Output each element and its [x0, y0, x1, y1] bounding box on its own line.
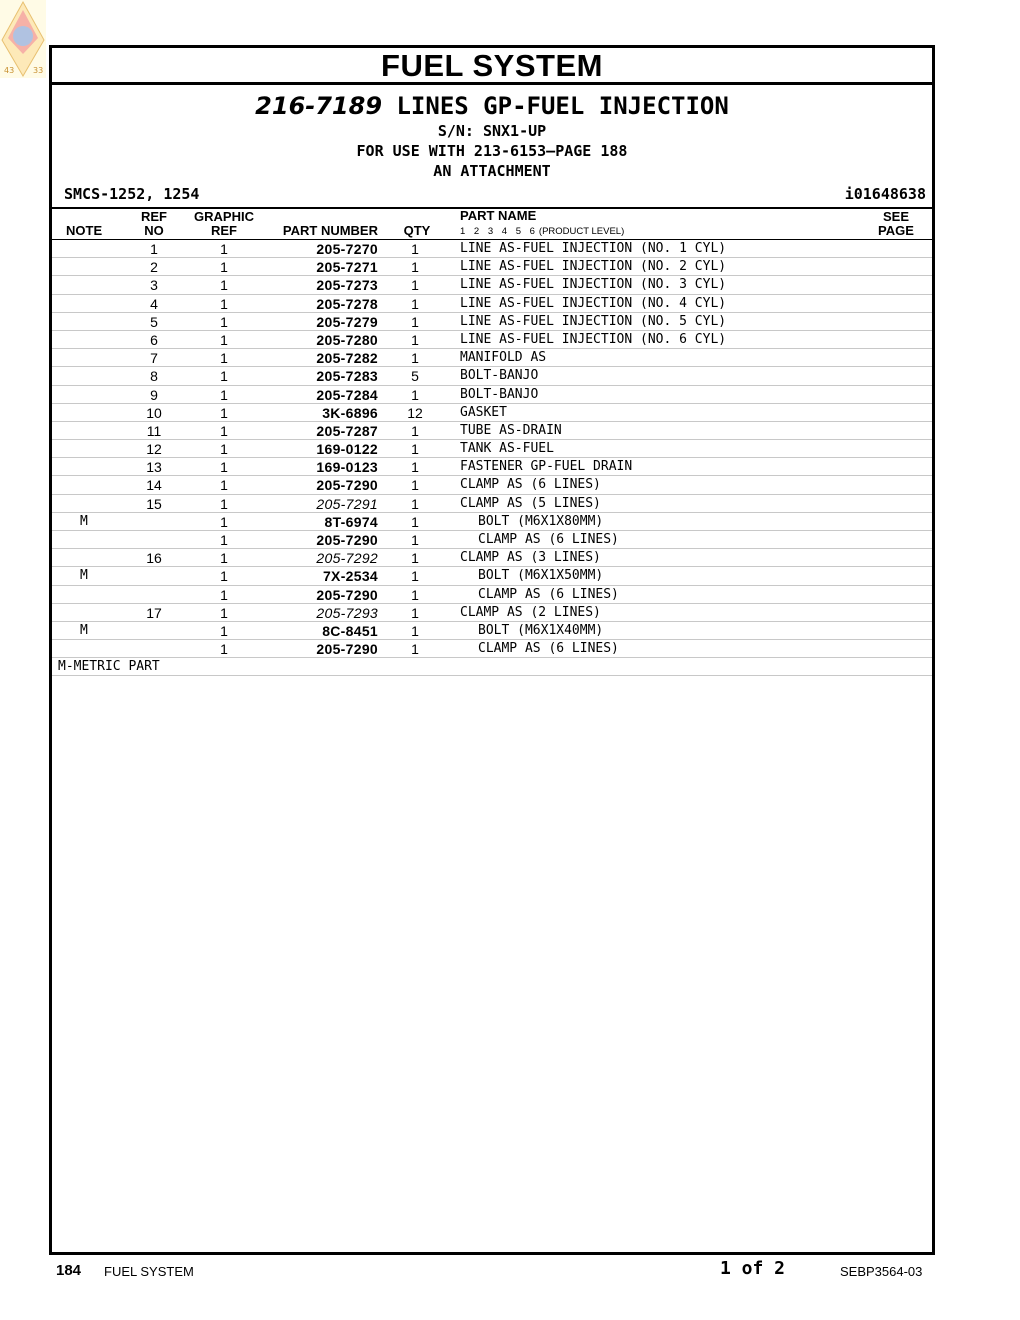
group-part-number: 216-7189 [255, 92, 383, 120]
row-part-name: CLAMP AS (3 LINES) [460, 550, 601, 566]
publisher-logo [0, 0, 46, 78]
row-part-name: BOLT (M6X1X80MM) [478, 513, 604, 529]
row-part-number: 205-7282 [316, 350, 378, 367]
row-part-name: TUBE AS-DRAIN [460, 422, 562, 438]
table-row [52, 495, 932, 513]
row-part-name: CLAMP AS (6 LINES) [478, 586, 619, 602]
table-row [52, 567, 932, 585]
row-graphic-ref: 1 [220, 495, 228, 512]
table-row [52, 586, 932, 604]
row-part-name: BOLT (M6X1X40MM) [478, 622, 604, 638]
row-qty: 1 [411, 550, 419, 567]
row-part-number: 205-7283 [316, 368, 378, 385]
group-title [52, 91, 932, 121]
row-graphic-ref: 1 [220, 586, 228, 603]
section-title: FUEL SYSTEM [52, 48, 932, 85]
col-ref-no-line1: REF [141, 209, 167, 224]
row-qty: 1 [411, 641, 419, 658]
row-part-name: LINE AS-FUEL INJECTION (NO. 4 CYL) [460, 295, 727, 311]
row-part-number: 169-0122 [316, 441, 378, 458]
attachment-note: AN ATTACHMENT [433, 162, 551, 180]
footer-page-number: 184 [56, 1262, 82, 1279]
table-row [52, 295, 932, 313]
row-qty: 1 [411, 295, 419, 312]
table-row [52, 531, 932, 549]
row-part-number: 169-0123 [316, 459, 378, 476]
smcs-codes: SMCS-1252, 1254 [64, 185, 200, 203]
row-part-name: CLAMP AS (6 LINES) [478, 532, 619, 547]
row-ref-no: 17 [146, 604, 162, 621]
row-ref-no: 4 [150, 295, 158, 312]
row-part-name: LINE AS-FUEL INJECTION (NO. 3 CYL) [460, 277, 727, 293]
row-part-name: GASKET [460, 404, 507, 420]
table-row [52, 258, 932, 276]
table-row [52, 476, 932, 494]
table-row [52, 404, 932, 422]
row-note: M [80, 622, 88, 638]
row-graphic-ref: 1 [220, 368, 228, 385]
table-row [52, 367, 932, 385]
row-qty: 1 [411, 604, 419, 621]
row-qty: 1 [411, 259, 419, 276]
parts-table-body [52, 240, 932, 658]
product-level-label: (PRODUCT LEVEL) [538, 226, 625, 237]
row-part-number: 205-7284 [316, 386, 378, 403]
row-part-name: BOLT (M6X1X50MM) [478, 568, 604, 584]
logo-number-right: 33 [33, 66, 44, 75]
row-part-name: MANIFOLD AS [460, 350, 547, 366]
row-qty: 1 [411, 422, 419, 439]
row-graphic-ref: 1 [220, 295, 228, 312]
row-graphic-ref: 1 [220, 532, 228, 548]
row-part-number: 205-7271 [316, 259, 378, 276]
table-row [52, 513, 932, 531]
row-ref-no: 1 [150, 241, 158, 257]
row-part-name: BOLT-BANJO [460, 386, 539, 402]
col-note: NOTE [66, 223, 103, 238]
row-graphic-ref: 1 [220, 477, 228, 494]
row-part-number: 205-7290 [316, 641, 378, 658]
row-qty: 1 [411, 532, 419, 548]
col-graphic-ref-line2: REF [211, 223, 237, 238]
table-row [52, 276, 932, 294]
row-part-number: 205-7287 [316, 422, 378, 439]
col-see-page-line1: SEE [882, 209, 909, 224]
row-part-number: 8C-8451 [322, 622, 378, 639]
row-graphic-ref: 1 [220, 277, 228, 294]
product-level-numbers: 1 2 3 4 5 6 [460, 226, 535, 237]
col-qty: QTY [403, 223, 431, 238]
row-part-number: 205-7291 [316, 495, 378, 512]
group-name: LINES GP-FUEL INJECTION [396, 92, 729, 120]
parts-page-frame [49, 45, 935, 1255]
row-graphic-ref: 1 [220, 641, 228, 658]
serial-number: S/N: SNX1-UP [437, 122, 547, 140]
table-row [52, 422, 932, 440]
col-see-page-line2: PAGE [878, 223, 914, 238]
row-graphic-ref: 1 [220, 550, 228, 567]
row-part-number: 3K-6896 [322, 404, 378, 421]
table-row [52, 622, 932, 640]
group-header [52, 85, 932, 181]
row-ref-no: 3 [150, 277, 158, 294]
row-ref-no: 5 [150, 313, 158, 330]
row-graphic-ref: 1 [220, 331, 228, 348]
row-ref-no: 6 [150, 331, 158, 348]
table-row [52, 240, 932, 258]
row-qty: 1 [411, 350, 419, 367]
row-qty: 1 [411, 495, 419, 512]
col-part-name: PART NAME [460, 208, 537, 223]
note-legend: M-METRIC PART [58, 659, 160, 675]
col-graphic-ref-line1: GRAPHIC [194, 209, 254, 224]
row-graphic-ref: 1 [220, 404, 228, 421]
row-graphic-ref: 1 [220, 422, 228, 439]
note-legend-row [52, 658, 932, 676]
page-footer [0, 1258, 1020, 1288]
row-graphic-ref: 1 [220, 513, 228, 530]
row-graphic-ref: 1 [220, 459, 228, 476]
row-graphic-ref: 1 [220, 441, 228, 458]
table-row [52, 604, 932, 622]
table-row [52, 458, 932, 476]
footer-page-of: 1 of 2 [720, 1258, 786, 1279]
row-ref-no: 7 [150, 350, 158, 367]
row-part-name: CLAMP AS (6 LINES) [478, 641, 619, 657]
use-with-note: FOR USE WITH 213-6153—PAGE 188 [356, 142, 628, 160]
row-qty: 5 [411, 368, 419, 385]
illustration-id: i01648638 [844, 185, 926, 203]
col-part-number: PART NUMBER [282, 223, 378, 238]
row-ref-no: 16 [146, 550, 162, 567]
row-qty: 12 [407, 404, 423, 421]
row-graphic-ref: 1 [220, 259, 228, 276]
row-part-number: 205-7280 [316, 331, 378, 348]
table-row [52, 640, 932, 658]
row-qty: 1 [411, 459, 419, 476]
row-part-number: 205-7292 [316, 550, 378, 567]
row-part-name: LINE AS-FUEL INJECTION (NO. 2 CYL) [460, 259, 727, 275]
row-qty: 1 [411, 622, 419, 639]
row-part-name: LINE AS-FUEL INJECTION (NO. 5 CYL) [460, 313, 727, 329]
row-qty: 1 [411, 477, 419, 494]
row-part-number: 205-7290 [316, 532, 378, 548]
table-row [52, 349, 932, 367]
row-qty: 1 [411, 568, 419, 585]
logo-number-left: 43 [4, 66, 15, 75]
row-part-name: LINE AS-FUEL INJECTION (NO. 1 CYL) [460, 241, 727, 256]
row-part-name: TANK AS-FUEL [460, 441, 554, 457]
row-part-number: 205-7278 [316, 295, 378, 312]
row-part-number: 205-7270 [316, 241, 378, 257]
row-graphic-ref: 1 [220, 241, 228, 257]
row-part-number: 7X-2534 [322, 568, 378, 585]
row-ref-no: 8 [150, 368, 158, 385]
row-part-number: 8T-6974 [324, 513, 378, 530]
column-header [52, 209, 932, 240]
row-graphic-ref: 1 [220, 350, 228, 367]
row-graphic-ref: 1 [220, 568, 228, 585]
row-part-name: LINE AS-FUEL INJECTION (NO. 6 CYL) [460, 331, 727, 347]
row-part-name: CLAMP AS (2 LINES) [460, 604, 601, 620]
row-part-name: CLAMP AS (5 LINES) [460, 495, 601, 511]
row-qty: 1 [411, 386, 419, 403]
row-part-number: 205-7293 [316, 604, 378, 621]
col-product-levels [460, 226, 624, 237]
table-row [52, 313, 932, 331]
row-part-number: 205-7290 [316, 586, 378, 603]
row-graphic-ref: 1 [220, 386, 228, 403]
row-qty: 1 [411, 277, 419, 294]
row-ref-no: 13 [146, 459, 162, 476]
footer-document-number: SEBP3564-03 [840, 1264, 923, 1279]
row-part-name: CLAMP AS (6 LINES) [460, 477, 601, 493]
row-ref-no: 15 [146, 495, 162, 512]
row-ref-no: 10 [146, 404, 162, 421]
row-note: M [80, 568, 88, 584]
row-qty: 1 [411, 241, 419, 257]
row-graphic-ref: 1 [220, 622, 228, 639]
row-part-name: FASTENER GP-FUEL DRAIN [460, 459, 633, 475]
row-graphic-ref: 1 [220, 604, 228, 621]
row-ref-no: 9 [150, 386, 158, 403]
row-part-name: BOLT-BANJO [460, 368, 539, 384]
row-part-number: 205-7273 [316, 277, 378, 294]
row-ref-no: 11 [146, 422, 162, 439]
row-ref-no: 2 [150, 259, 158, 276]
row-qty: 1 [411, 586, 419, 603]
footer-section: FUEL SYSTEM [104, 1264, 194, 1279]
row-graphic-ref: 1 [220, 313, 228, 330]
row-qty: 1 [411, 513, 419, 530]
row-part-number: 205-7290 [316, 477, 378, 494]
table-row [52, 440, 932, 458]
smcs-row [52, 181, 932, 209]
table-row [52, 331, 932, 349]
col-ref-no-line2: NO [144, 223, 164, 238]
row-part-number: 205-7279 [316, 313, 378, 330]
row-ref-no: 14 [146, 477, 162, 494]
row-ref-no: 12 [146, 441, 162, 458]
row-qty: 1 [411, 441, 419, 458]
row-qty: 1 [411, 313, 419, 330]
row-note: M [80, 513, 88, 529]
row-qty: 1 [411, 331, 419, 348]
table-row [52, 386, 932, 404]
table-row [52, 549, 932, 567]
